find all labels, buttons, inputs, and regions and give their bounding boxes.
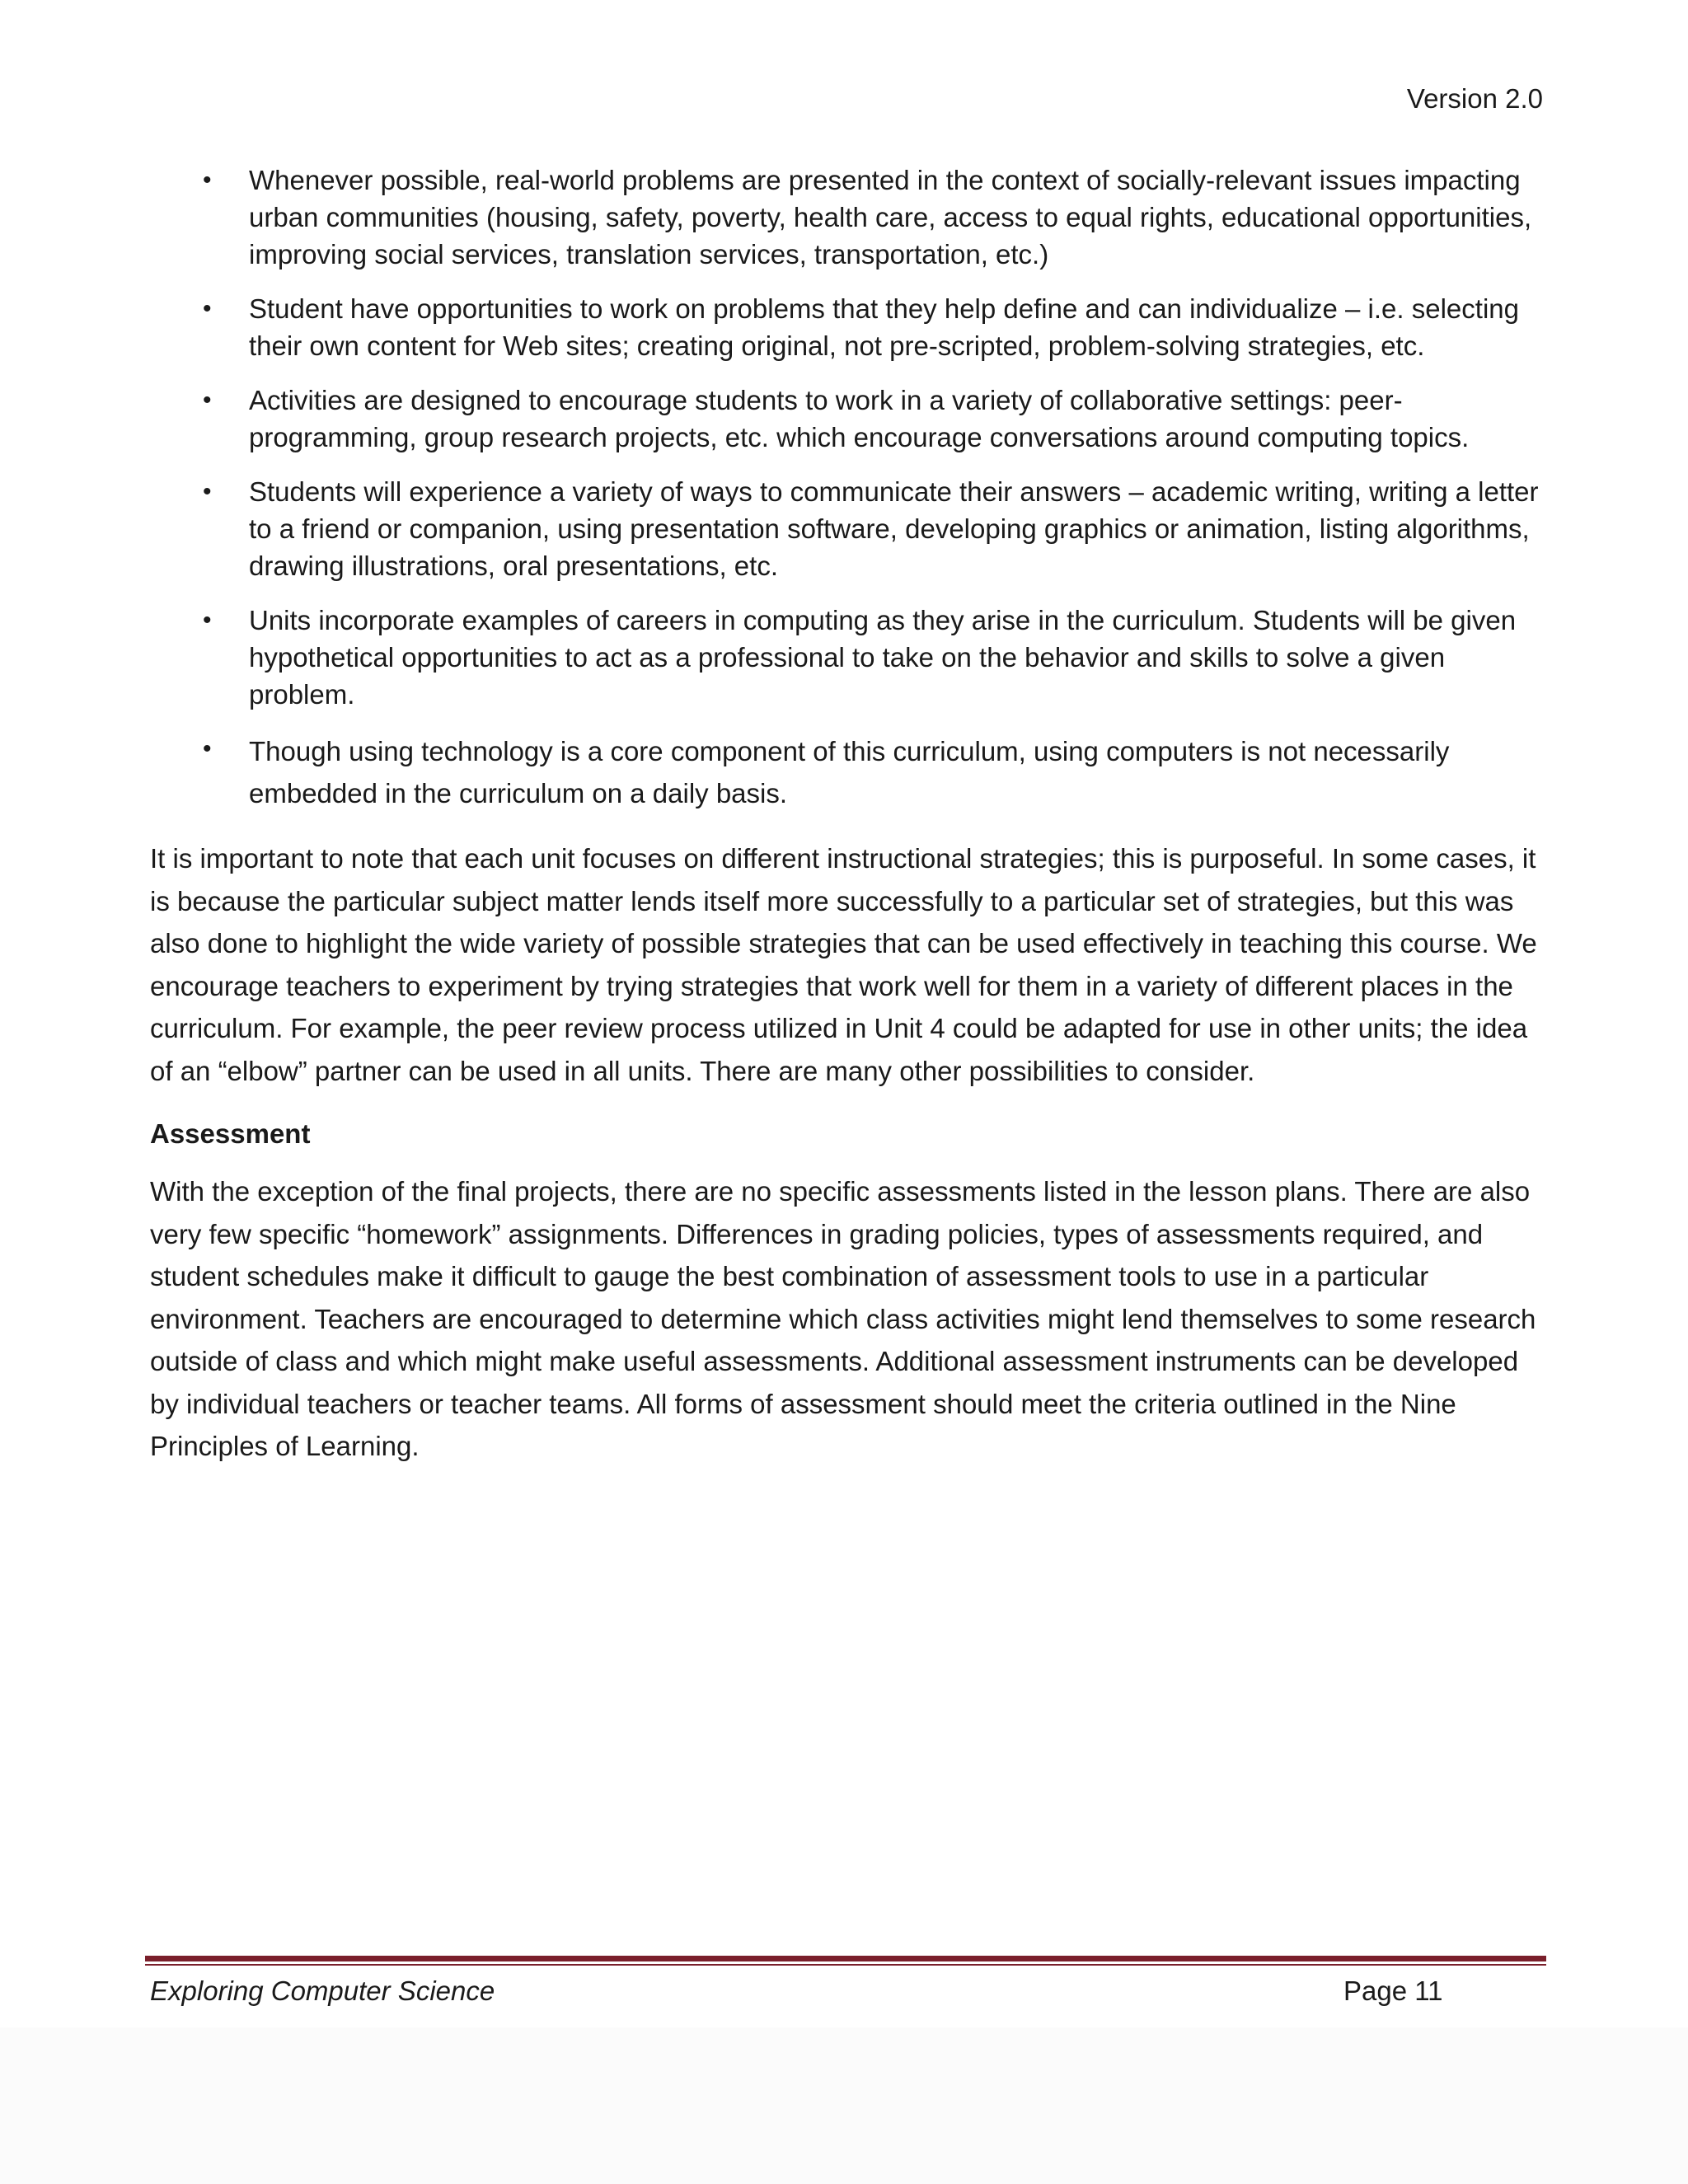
bullet-icon: • [203, 478, 212, 505]
footer-rule [145, 1956, 1546, 1967]
list-item [150, 162, 1543, 273]
list-item [150, 290, 1543, 364]
bullet-icon: • [203, 735, 212, 762]
footer-rule-thin [145, 1964, 1546, 1966]
main-content [150, 162, 1543, 1492]
principles-list [150, 162, 1543, 814]
bullet-icon: • [203, 295, 212, 322]
assessment-paragraph: With the exception of the final projects, there are no specific assessments listed in the lesson plans. There are also very few specific “homework” assignments. Differences in grading policies, types of assessments required, and student schedules make it difficult to gauge the best combination of assessment tools to use in a particular environment. Teachers are encouraged to determine which class activities might lend themselves to some research outside of class and which might make useful assessments. Additional assessment instruments can be developed by individual teachers or teacher teams. All forms of assessment should meet the criteria outlined in the Nine Principles of Learning. [150, 1176, 1536, 1461]
list-item-text: Whenever possible, real-world problems are presented in the context of socially-relevant issues impacting urban communities (housing, safety, poverty, health care, access to equal rights, educational opportunities, improving social services, translation services, transportation, etc.) [249, 165, 1532, 269]
list-item [150, 602, 1543, 713]
bullet-icon: • [203, 387, 212, 414]
list-item [150, 473, 1543, 584]
bullet-icon: • [203, 607, 212, 634]
strategies-paragraph: It is important to note that each unit focuses on different instructional strategies; this is purposeful. In some cases, it is because the particular subject matter lends itself more successfully to a particular set of strategies, but this was also done to highlight the wide variety of possible strategies that can be used effectively in teaching this course. We encourage teachers to experiment by trying strategies that work well for them in a variety of different places in the curriculum. For example, the peer review process utilized in Unit 4 could be adapted for use in other units; the idea of an “elbow” partner can be used in all units. There are many other possibilities to consider. [150, 843, 1537, 1086]
list-item-text: Activities are designed to encourage students to work in a variety of collaborative settings: peer-programming, group research projects, etc. which encourage conversations around computing topics. [249, 385, 1470, 452]
footer-rule-thick [145, 1956, 1546, 1961]
list-item-text: Students will experience a variety of ways to communicate their answers – academic writing, writing a letter to a friend or companion, using presentation software, developing graphics or animation, listing algorithms, drawing illustrations, oral presentations, etc. [249, 476, 1539, 581]
list-item [150, 730, 1543, 814]
list-item [150, 382, 1543, 456]
assessment-heading: Assessment [150, 1118, 311, 1149]
list-item-text: Student have opportunities to work on problems that they help define and can individualize – i.e. selecting their own content for Web sites; creating original, not pre-scripted, problem-solving strategies, etc. [249, 293, 1519, 361]
footer-title: Exploring Computer Science [150, 1975, 495, 2006]
page-bottom-shade [0, 2027, 1688, 2184]
page-number: Page 11 [1343, 1975, 1443, 2006]
list-item-text: Though using technology is a core component of this curriculum, using computers is not necessarily embedded in the curriculum on a daily basis. [249, 736, 1450, 808]
bullet-icon: • [203, 166, 212, 194]
version-label: Version 2.0 [1406, 83, 1543, 114]
list-item-text: Units incorporate examples of careers in computing as they arise in the curriculum. Students will be given hypothetical opportunities to act as a professional to take on the behavior and skills to solve a given problem. [249, 605, 1517, 710]
